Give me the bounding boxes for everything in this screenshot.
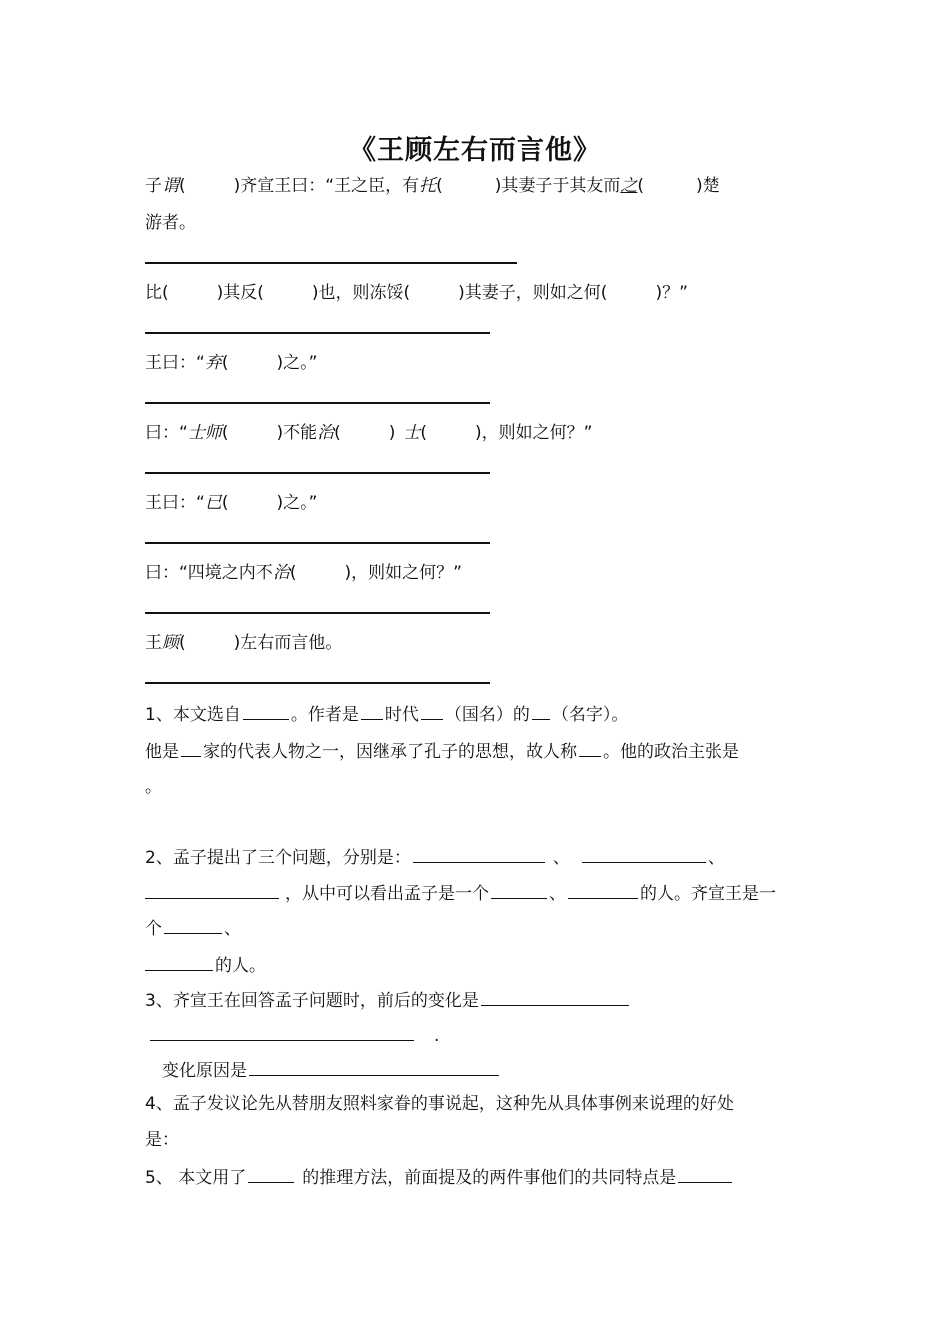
text: 3、齐宣王在回答孟子问题时，前后的变化是 bbox=[145, 991, 479, 1011]
text: . bbox=[434, 1026, 440, 1046]
fill-blank[interactable] bbox=[582, 845, 706, 863]
text: 的人。 bbox=[215, 956, 266, 976]
passage-line-1b: 游者。 bbox=[145, 213, 196, 233]
question-1-line-2 bbox=[145, 739, 739, 763]
text: （国名）的 bbox=[444, 705, 530, 725]
text: )左右而言他。 bbox=[233, 633, 343, 653]
text: )其妻子于其友而 bbox=[494, 176, 621, 196]
text: 。作者是 bbox=[290, 705, 359, 725]
answer-line bbox=[145, 472, 490, 474]
key-word: 士 bbox=[403, 423, 421, 443]
fill-blank[interactable] bbox=[145, 881, 279, 899]
fill-blank[interactable] bbox=[568, 881, 638, 899]
text: )其妻子，则如之何( bbox=[458, 283, 608, 303]
text: )之。” bbox=[276, 353, 318, 373]
question-2-line-2 bbox=[145, 881, 776, 905]
text: 子 bbox=[145, 176, 162, 196]
question-5 bbox=[145, 1165, 734, 1189]
fill-blank[interactable] bbox=[243, 702, 289, 720]
text: 王曰：“ bbox=[145, 353, 205, 373]
text: 1、本文选自 bbox=[145, 705, 241, 725]
text: 王 bbox=[145, 633, 162, 653]
answer-line bbox=[145, 612, 490, 614]
question-1-line-3: 。 bbox=[145, 777, 162, 797]
text: 比( bbox=[145, 283, 169, 303]
text: 、 bbox=[552, 848, 570, 868]
text: 曰：“ bbox=[145, 423, 188, 443]
text: ( bbox=[334, 423, 341, 443]
text: ( bbox=[179, 633, 186, 653]
passage-line-4 bbox=[145, 422, 592, 444]
question-2-line-3 bbox=[145, 916, 241, 940]
passage-line-2 bbox=[145, 282, 688, 304]
page-title: 《王顾左右而言他》 bbox=[349, 135, 601, 166]
key-word: 顾 bbox=[162, 633, 179, 653]
answer-line bbox=[145, 402, 490, 404]
fill-blank[interactable] bbox=[145, 953, 213, 971]
text: 。他的政治主张是 bbox=[603, 742, 739, 762]
text: 5、 本文用了 bbox=[145, 1168, 247, 1188]
key-word: 托 bbox=[419, 176, 437, 196]
text: ，从中可以看出孟子是一个 bbox=[285, 884, 489, 904]
text: 个 bbox=[145, 919, 162, 939]
text: )，则如之何？” bbox=[475, 423, 593, 443]
fill-blank[interactable] bbox=[181, 739, 201, 757]
answer-line bbox=[145, 262, 517, 264]
text: 他是 bbox=[145, 742, 179, 762]
text: )，则如之何？” bbox=[344, 563, 462, 583]
text: 曰：“四境之内不 bbox=[145, 563, 273, 583]
key-word: 已 bbox=[204, 493, 222, 513]
text: 、 bbox=[707, 848, 725, 868]
question-4: 4、孟子发议论先从替朋友照料家眷的事说起，这种先从具体事例来说理的好处 bbox=[145, 1094, 734, 1114]
text: 家的代表人物之一，因继承了孔子的思想，故人称 bbox=[203, 742, 577, 762]
text: 变化原因是 bbox=[162, 1061, 247, 1081]
text: 、 bbox=[549, 884, 566, 904]
text: )其反( bbox=[216, 283, 264, 303]
question-4-line-2: 是： bbox=[145, 1130, 179, 1150]
question-3-line-2 bbox=[150, 1023, 439, 1047]
text: ( bbox=[221, 493, 229, 513]
key-word: 治 bbox=[317, 423, 335, 443]
text: )也，则冻馁( bbox=[311, 283, 411, 303]
question-2 bbox=[145, 845, 725, 869]
text: ( bbox=[420, 423, 428, 443]
key-word: 士师 bbox=[187, 423, 222, 443]
key-word: 谓 bbox=[162, 176, 179, 196]
fill-blank[interactable] bbox=[491, 881, 547, 899]
answer-line bbox=[145, 332, 490, 334]
fill-blank[interactable] bbox=[248, 1165, 294, 1183]
question-1 bbox=[145, 702, 628, 726]
text: ( bbox=[637, 176, 645, 196]
text: ( bbox=[436, 176, 443, 196]
text: 王曰：“ bbox=[145, 493, 205, 513]
fill-blank[interactable] bbox=[421, 702, 443, 720]
question-3 bbox=[145, 988, 631, 1012]
key-word: 弃 bbox=[204, 353, 222, 373]
text: 的人。齐宣王是一 bbox=[640, 884, 776, 904]
text: ( bbox=[221, 423, 229, 443]
fill-blank[interactable] bbox=[150, 1023, 414, 1041]
fill-blank[interactable] bbox=[413, 845, 545, 863]
passage-line-7 bbox=[145, 632, 342, 654]
fill-blank[interactable] bbox=[361, 702, 383, 720]
text: )齐宣王曰：“王之臣，有 bbox=[233, 176, 420, 196]
key-word: 治 bbox=[272, 563, 290, 583]
fill-blank[interactable] bbox=[249, 1058, 499, 1076]
text: )不能 bbox=[276, 423, 318, 443]
passage-line-3 bbox=[145, 352, 317, 374]
text: ( bbox=[289, 563, 297, 583]
text: )之。” bbox=[276, 493, 318, 513]
fill-blank[interactable] bbox=[481, 988, 629, 1006]
text: 的推理方法，前面提及的两件事他们的共同特点是 bbox=[302, 1168, 677, 1188]
question-2-line-4 bbox=[145, 953, 266, 977]
fill-blank[interactable] bbox=[164, 916, 222, 934]
text: )？” bbox=[655, 283, 688, 303]
text: 、 bbox=[224, 919, 241, 939]
text: ) bbox=[388, 423, 396, 443]
answer-line bbox=[145, 542, 490, 544]
text: ( bbox=[179, 176, 186, 196]
passage-line-1 bbox=[145, 175, 720, 197]
fill-blank[interactable] bbox=[579, 739, 601, 757]
text: 2、孟子提出了三个问题，分别是： bbox=[145, 848, 411, 868]
text: )楚 bbox=[696, 176, 720, 196]
answer-line bbox=[145, 682, 490, 684]
passage-line-5 bbox=[145, 492, 317, 514]
text: （名字）。 bbox=[551, 705, 629, 725]
passage-line-6 bbox=[145, 562, 462, 584]
key-word: 之 bbox=[620, 176, 638, 196]
text: ( bbox=[221, 353, 229, 373]
fill-blank[interactable] bbox=[532, 702, 550, 720]
question-3-line-3 bbox=[162, 1058, 501, 1082]
text: 时代 bbox=[384, 705, 419, 725]
fill-blank[interactable] bbox=[678, 1165, 732, 1183]
